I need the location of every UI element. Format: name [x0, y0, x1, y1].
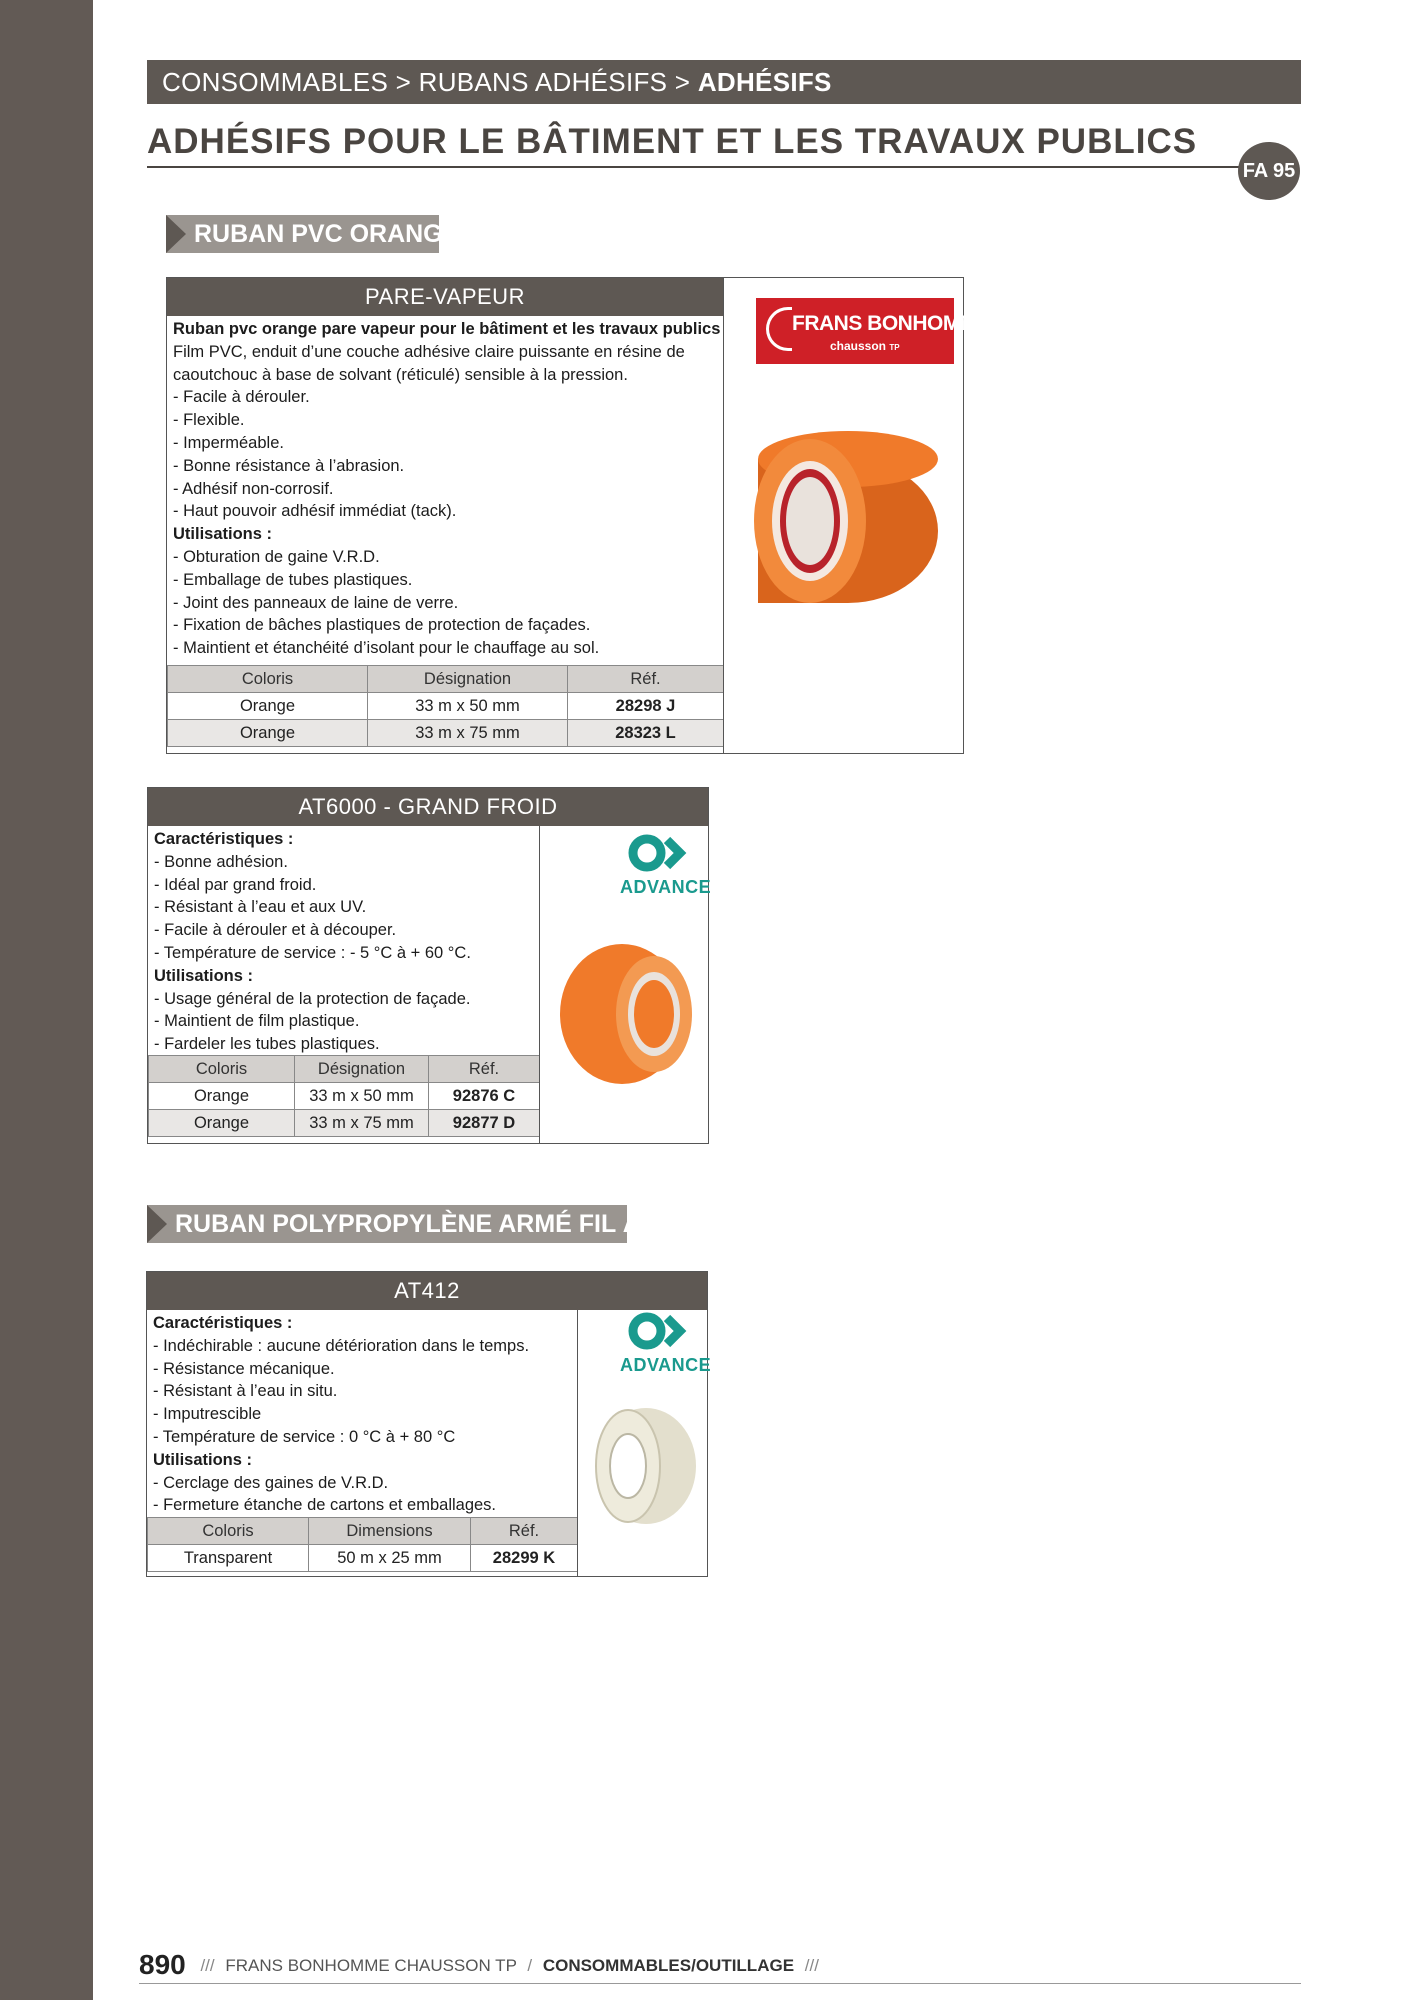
table-row — [149, 1083, 540, 1110]
desc-line: - Obturation de gaine V.R.D. — [173, 547, 380, 566]
col-header: Réf. — [568, 666, 724, 693]
page-badge: FA 95 — [1238, 142, 1300, 200]
desc-line: Utilisations : — [154, 966, 254, 985]
desc-line: - Flexible. — [173, 411, 245, 430]
section-heading-polypropylene — [147, 1205, 686, 1243]
desc-line: - Fermeture étanche de cartons et emballages. — [153, 1496, 497, 1515]
desc-line: caoutchouc à base de solvant (réticulé) sensible à la pression. — [173, 365, 628, 384]
cell-designation: 33 m x 75 mm — [368, 720, 568, 747]
table-row — [168, 720, 724, 747]
cell-color: Transparent — [148, 1545, 309, 1572]
cell-color: Orange — [168, 720, 368, 747]
desc-line: - Indéchirable : aucune détérioration dans le temps. — [153, 1336, 530, 1355]
desc-line: - Facile à dérouler. — [173, 388, 310, 407]
desc-line: - Température de service : - 5 °C à + 60 °C. — [154, 943, 471, 962]
desc-line: Utilisations : — [153, 1450, 253, 1469]
table-row — [149, 1110, 540, 1137]
desc-line: - Usage général de la protection de façade. — [154, 989, 471, 1008]
product-description — [153, 1312, 529, 1517]
section-arrow-icon — [147, 1205, 167, 1243]
cell-ref: 92877 D — [429, 1110, 540, 1137]
title-rule — [147, 166, 1272, 168]
cell-ref: 92876 C — [429, 1083, 540, 1110]
desc-line: - Adhésif non-corrosif. — [173, 479, 334, 498]
desc-line: - Imputrescible — [153, 1405, 262, 1424]
col-header: Réf. — [471, 1518, 578, 1545]
col-header: Coloris — [148, 1518, 309, 1545]
desc-line: Film PVC, enduit d’une couche adhésive claire puissante en résine de — [173, 342, 685, 361]
desc-line: - Joint des panneaux de laine de verre. — [173, 593, 459, 612]
cell-dimensions: 50 m x 25 mm — [309, 1545, 471, 1572]
cell-designation: 33 m x 50 mm — [295, 1083, 429, 1110]
product-description — [154, 828, 471, 1056]
product-card-at412 — [146, 1271, 712, 1577]
section-arrow-icon — [166, 215, 186, 253]
section-heading-pvc — [166, 215, 460, 253]
product-header: PARE-VAPEUR — [167, 278, 723, 316]
desc-line: - Bonne adhésion. — [154, 852, 288, 871]
desc-line: Caractéristiques : — [153, 1314, 293, 1332]
desc-line: Ruban pvc orange pare vapeur pour le bâtiment et les travaux publics — [173, 320, 721, 338]
page-number: 890 — [139, 1949, 186, 1980]
col-header: Désignation — [368, 666, 568, 693]
orange-tape-roll-image — [554, 938, 704, 1088]
cell-ref: 28298 J — [568, 693, 724, 720]
page-footer — [139, 1949, 825, 1981]
footer-brand: FRANS BONHOMME CHAUSSON TP — [225, 1956, 517, 1975]
spec-table — [148, 1055, 540, 1137]
desc-line: - Cerclage des gaines de V.R.D. — [153, 1473, 389, 1492]
desc-line: - Résistant à l’eau in situ. — [153, 1382, 338, 1401]
table-header-row — [168, 666, 724, 693]
product-image-cell — [723, 278, 991, 753]
desc-line: - Emballage de tubes plastiques. — [173, 570, 413, 589]
desc-line: - Bonne résistance à l’abrasion. — [173, 456, 405, 475]
spec-table — [147, 1517, 578, 1572]
cell-color: Orange — [149, 1083, 295, 1110]
desc-line: - Imperméable. — [173, 433, 284, 452]
footer-rule — [139, 1983, 1301, 1984]
product-image-cell — [577, 1310, 712, 1576]
col-header: Désignation — [295, 1056, 429, 1083]
clear-tape-roll-image — [588, 1404, 700, 1534]
cell-designation: 33 m x 75 mm — [295, 1110, 429, 1137]
col-header: Coloris — [149, 1056, 295, 1083]
col-header: Réf. — [429, 1056, 540, 1083]
advance-logo-icon — [628, 834, 692, 872]
spec-table — [167, 665, 724, 747]
orange-tape-roll-image — [738, 426, 948, 606]
frans-bonhomme-logo: FRANS BONHOMME chausson TP — [756, 298, 954, 364]
col-header: Dimensions — [309, 1518, 471, 1545]
advance-logo — [620, 834, 712, 898]
cell-color: Orange — [168, 693, 368, 720]
cell-ref: 28299 K — [471, 1545, 578, 1572]
desc-line: - Fardeler les tubes plastiques. — [154, 1035, 380, 1054]
product-description — [173, 318, 720, 660]
desc-line: Utilisations : — [173, 525, 273, 544]
col-header: Coloris — [168, 666, 368, 693]
table-header-row — [149, 1056, 540, 1083]
cell-color: Orange — [149, 1110, 295, 1137]
product-header: AT412 — [147, 1272, 707, 1310]
product-image-cell — [539, 826, 712, 1143]
desc-line: - Résistance mécanique. — [153, 1359, 335, 1378]
desc-line: - Maintient et étanchéité d’isolant pour le chauffage au sol. — [173, 639, 600, 658]
footer-separator-end: /// — [804, 1956, 819, 1975]
advance-logo — [620, 1312, 712, 1376]
cell-ref: 28323 L — [568, 720, 724, 747]
section-title: RUBAN POLYPROPYLÈNE ARMÉ FIL À FIL — [175, 1210, 686, 1238]
product-header: AT6000 - GRAND FROID — [148, 788, 708, 826]
page-title: ADHÉSIFS POUR LE BÂTIMENT ET LES TRAVAUX PUBLICS — [147, 122, 1198, 161]
product-card-at6000 — [147, 787, 712, 1144]
left-sidebar-band — [0, 0, 93, 2000]
desc-line: - Facile à dérouler et à découper. — [154, 921, 397, 940]
breadcrumb — [147, 60, 1301, 104]
footer-category: CONSOMMABLES/OUTILLAGE — [542, 1956, 795, 1975]
desc-line: - Résistant à l’eau et aux UV. — [154, 898, 367, 917]
table-row — [168, 693, 724, 720]
table-row — [148, 1545, 578, 1572]
advance-logo-text: ADVANCE — [620, 877, 712, 897]
breadcrumb-current: ADHÉSIFS — [697, 67, 832, 97]
desc-line: - Haut pouvoir adhésif immédiat (tack). — [173, 502, 457, 521]
advance-logo-icon — [628, 1312, 692, 1350]
section-title: RUBAN PVC ORANGE — [194, 220, 460, 248]
desc-line: - Idéal par grand froid. — [154, 875, 317, 894]
table-header-row — [148, 1518, 578, 1545]
advance-logo-text: ADVANCE — [620, 1355, 712, 1375]
desc-line: - Fixation de bâches plastiques de protection de façades. — [173, 616, 591, 635]
breadcrumb-path: CONSOMMABLES > RUBANS ADHÉSIFS > — [162, 67, 698, 97]
cell-designation: 33 m x 50 mm — [368, 693, 568, 720]
desc-line: - Maintient de film plastique. — [154, 1012, 360, 1031]
logo-arc-icon — [766, 307, 792, 351]
desc-line: - Température de service : 0 °C à + 80 °C — [153, 1427, 456, 1446]
footer-separator: /// — [200, 1956, 215, 1975]
product-card-pare-vapeur — [166, 277, 991, 754]
desc-line: Caractéristiques : — [154, 830, 294, 848]
footer-slash: / — [527, 1956, 533, 1975]
